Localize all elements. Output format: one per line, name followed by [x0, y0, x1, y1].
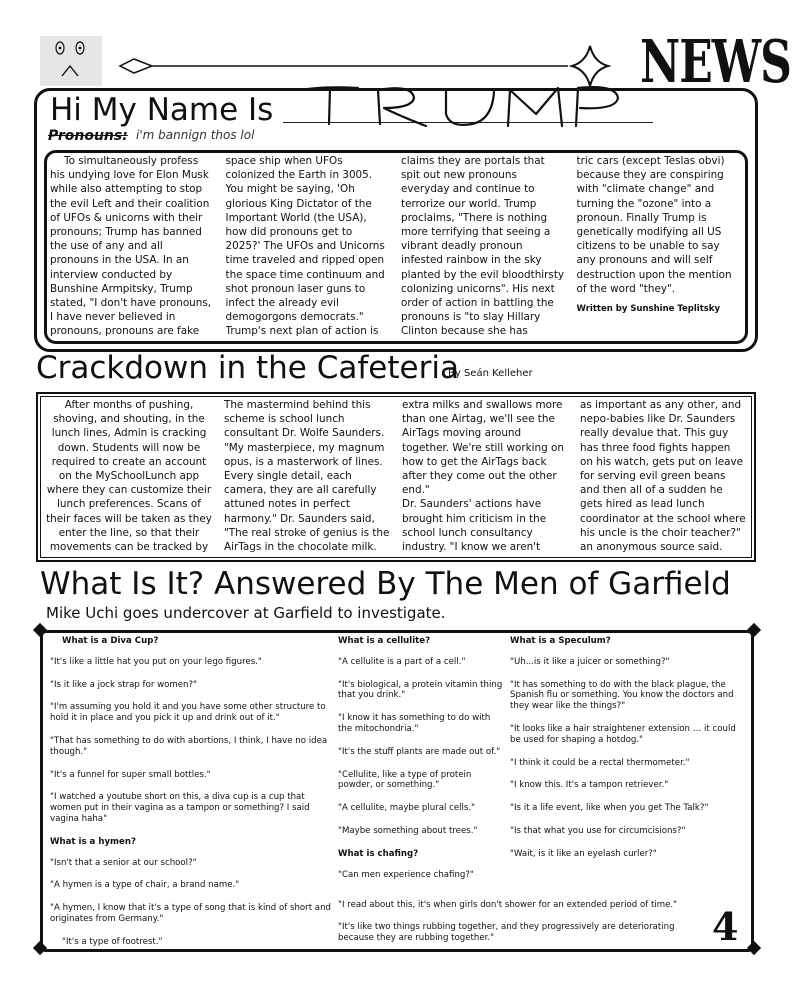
answer: "Wait, is it like an eyelash curler?" [510, 848, 657, 859]
answer: "It's a funnel for super small bottles." [50, 769, 211, 780]
answer: "Is it a life event, like when you get The Talk?" [510, 803, 709, 814]
answer: "It's like a little hat you put on your lego figures." [50, 656, 262, 667]
article-column-last [577, 154, 741, 340]
answer: "It's like two things rubbing together, and they progressively are deteriorating because they are rubbing together." [338, 922, 675, 943]
answer: "A cellulite is a part of a cell." [338, 656, 466, 667]
article-column: space ship when UFOs colonized the Earth in 3005. You might be saying, 'Oh glorious King Dictator of the Important World (the USA), how did pronouns get to 2025?' The UFOs and Unicorns time traveled and ripped open the space time continuum and shot pronoun laser guns to infect the already evil demogorgons democrats." Trump's next plan of action is [225, 155, 385, 338]
qa-column [510, 636, 736, 872]
answer: "I know this. It's a tampon retriever." [510, 780, 669, 791]
answer: "I watched a youtube short on this, a diva cup is a cup that women put in their vagina as a tampon or something? I said vagina haha" [50, 792, 310, 824]
question: What is a cellulite? [338, 636, 431, 646]
article-column: as important as any other, and nepo-babies like Dr. Saunders really devalue that. This guy has three food fights happen on his watch, gets put on leave for serving evil green beans and then all of a sudden he gets hired as lead lunch coordinator at the school where his uncle is the choir teacher?" an anonymous source said. [580, 399, 746, 554]
answer: "A hymen is a type of chair, a brand name." [50, 880, 240, 891]
headline: Crackdown in the Cafeteria [36, 350, 459, 386]
answer: "Is it like a jock strap for women?" [50, 679, 198, 690]
answer: "It's the stuff plants are made out of." [338, 746, 501, 757]
answer: "I read about this, it's when girls don't shower for an extended period of time." [338, 900, 678, 910]
article-columns [46, 398, 746, 556]
article-column: The mastermind behind this scheme is school lunch consultant Dr. Wolfe Saunders. "My masterpiece, my magnum opus, is a masterwork of lines. Every single detail, each camera, they are all carefully attuned notes in perfect harmony." Dr. Saunders said, "The real stroke of genius is the AirTags in the chocolate milk. [224, 399, 390, 554]
article-column-text: tric cars (except Teslas obvi) because they are conspiring with "climate change" and turning the "ozone" into a pronoun. Finally Trump is genetically modifying all US citizens to be unable to say any pronouns and will self destruction upon the mention of the word "they". [576, 155, 732, 295]
article-column: extra milks and swallows more than one Airtag, we'll see the AirTags moving around together. We're still working on how to get the AirTags back after they come out the other end." Dr. Saunders' actions have brought him criticism in the school lunch consultancy industry. "I know we aren't [402, 399, 564, 554]
byline: By Seán Kelleher [448, 368, 533, 379]
question: What is chafing? [338, 848, 419, 859]
answer: "I think it could be a rectal thermometer." [510, 757, 690, 768]
question: What is a Speculum? [510, 636, 611, 646]
byline: Written by Sunshine Teplitsky [576, 304, 721, 315]
answer: "A hymen, I know that it's a type of song that is kind of short and originates from Germany." [50, 903, 331, 924]
answer: "A cellulite, maybe plural cells." [338, 803, 476, 814]
answer: "Cellulite, like a type of protein powder, or something." [338, 769, 472, 791]
article-column: claims they are portals that spit out new pronouns everyday and continue to terrorize our world. Trump proclaims, "There is nothing more terrifying that seeing a vibrant deadly pronoun infested rainbow in the sky planted by the evil bloodthirsty colonizing unicorns". His next order of action in battling the pronouns is "to slay Hillary Clinton because she has [401, 155, 565, 338]
question: What is a Diva Cup? [62, 636, 159, 646]
headline: What Is It? Answered By The Men of Garfield [40, 566, 731, 602]
answer: "It has something to do with the black plague, the Spanish flu or something. You know the doctors and they wear like the things?" [510, 679, 734, 712]
qa-column [338, 636, 504, 892]
handwritten-name [296, 84, 626, 128]
section-title: NEWS [640, 28, 791, 97]
question: What is a hymen? [50, 836, 136, 847]
answer: "I know it has something to do with the mitochondria." [338, 713, 491, 734]
answer: "Maybe something about trees." [338, 825, 478, 836]
answer: "It looks like a hair straightener extension … it could be used for shaping a hotdog." [510, 723, 736, 745]
answer: "Isn't that a senior at our school?" [50, 857, 197, 868]
article-column: To simultaneously profess his undying love for Elon Musk while also attempting to stop the evil Left and their coalition of UFOs & unicorns with their pronouns; Trump has banned the use of any and all pronouns in the USA. In an interview conducted by Bunshine Armpitsky, Trump stated, "I don't have pronouns, I have never believed in pronouns, pronouns are fake [50, 155, 212, 338]
ornamental-rule [112, 42, 632, 90]
pronouns-value: i'm bannign thos lol [136, 128, 255, 142]
headline: Hi My Name Is [50, 92, 274, 128]
face-doodle-image [40, 36, 102, 86]
article-columns [50, 154, 740, 340]
qa-column [50, 636, 332, 960]
page-number: 4 [712, 904, 739, 949]
answer: "It's biological, a protein vitamin thing that you drink." [338, 679, 503, 701]
pronouns-label: Pronouns: [48, 128, 128, 144]
answer: "Uh...is it like a juicer or something?" [510, 656, 670, 667]
subheadline: Mike Uchi goes undercover at Garfield to investigate. [46, 604, 446, 622]
article-column: After months of pushing, shoving, and shouting, in the lunch lines, Admin is cracking down. Students will now be required to create an account on the MySchoolLunch app where they can customize their lunch preferences. Scans of their faces will be taken as they enter the line, so that their movements can be tracked by [46, 399, 212, 554]
answer: "I'm assuming you hold it and you have some other structure to hold it in place and you pick it up and drink out of it." [50, 702, 326, 724]
answer: "Can men experience chafing?" [338, 869, 474, 880]
answer: "That has something to do with abortions, I think, I have no idea though." [50, 735, 328, 757]
answer: "Is that what you use for circumcisions?" [510, 825, 686, 836]
answer: "It's a type of footrest." [62, 936, 163, 947]
